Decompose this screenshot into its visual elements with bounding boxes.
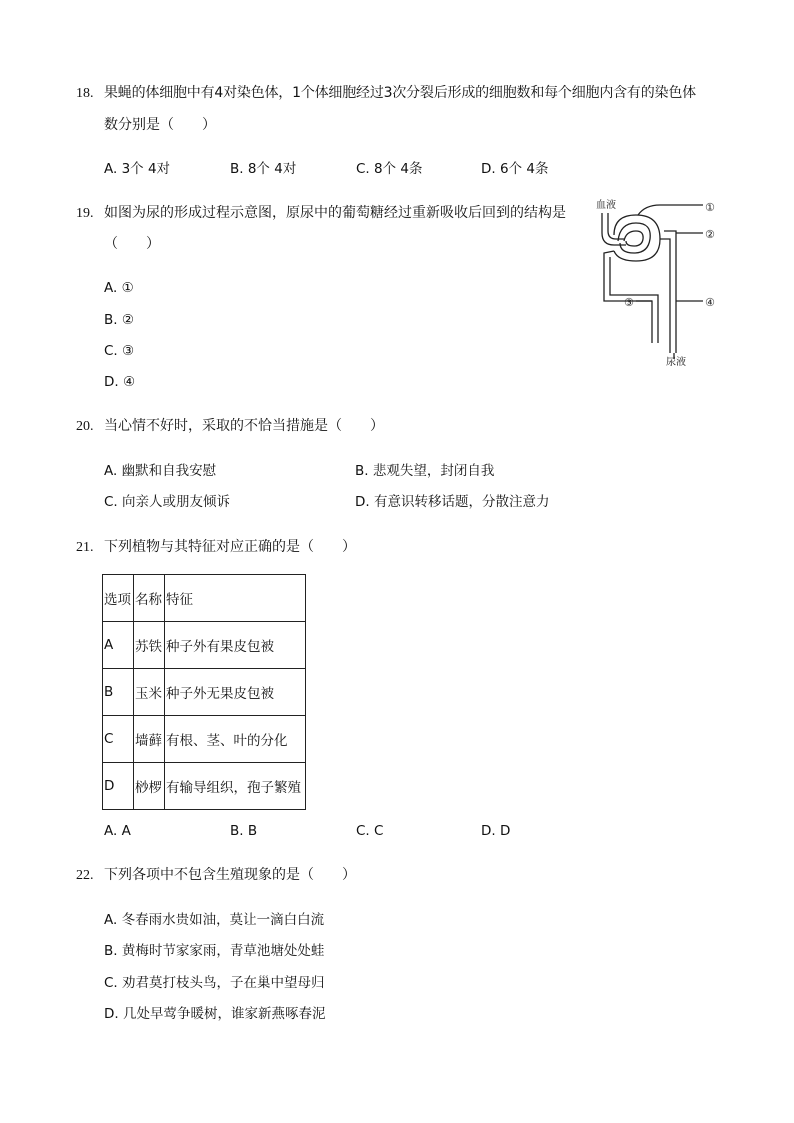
option-c[interactable]: C. 8个 4条 — [356, 161, 423, 177]
table-cell: A — [103, 622, 134, 669]
option-b[interactable]: B. B — [230, 823, 258, 839]
table-header-row — [103, 575, 306, 622]
table-row — [103, 716, 306, 763]
kidney-nephron-diagram — [590, 193, 720, 369]
question-number: 21. — [76, 540, 94, 555]
nephron-tubule-icon — [602, 205, 703, 359]
option-b[interactable]: B. 8个 4对 — [230, 161, 297, 177]
option-a[interactable]: A. 幽默和自我安慰 — [104, 463, 217, 479]
marker-4: ④ — [705, 296, 715, 309]
question-stem-line1: 如图为尿的形成过程示意图，原尿中的葡萄糖经过重新吸收后回到的结构是 — [104, 205, 566, 221]
table-cell: 桫椤 — [134, 763, 165, 810]
option-d[interactable]: D. 6个 4条 — [481, 161, 549, 177]
question-stem-line1: 当心情不好时，采取的不恰当措施是（ ） — [104, 418, 384, 434]
table-cell: 苏铁 — [134, 622, 165, 669]
urine-label: 尿液 — [666, 357, 686, 368]
question-stem-line1: 果蝇的体细胞中有4对染色体，1个体细胞经过3次分裂后形成的细胞数和每个细胞内含有的染色体 — [104, 85, 696, 101]
plant-features-table — [102, 574, 306, 810]
option-c[interactable]: C. 劝君莫打枝头鸟，子在巢中望母归 — [104, 975, 325, 991]
table-cell: 有根、茎、叶的分化 — [165, 716, 306, 763]
option-c[interactable]: C. C — [356, 823, 384, 839]
option-a[interactable]: A. 冬春雨水贵如油，莫让一滴白白流 — [104, 912, 325, 928]
table-cell: C — [103, 716, 134, 763]
question-number: 20. — [76, 419, 94, 434]
table-cell: B — [103, 669, 134, 716]
marker-2: ② — [705, 228, 715, 241]
marker-1: ① — [705, 201, 715, 214]
question-stem-line1: 下列各项中不包含生殖现象的是（ ） — [104, 867, 356, 883]
blood-label: 血液 — [596, 200, 616, 211]
table-row — [103, 669, 306, 716]
question-number: 18. — [76, 86, 94, 101]
table-header: 选项 — [103, 575, 134, 622]
option-d[interactable]: D. 几处早莺争暖树，谁家新燕啄春泥 — [104, 1006, 326, 1022]
marker-3: ③ — [624, 296, 634, 309]
question-stem-line2: （ ） — [104, 236, 160, 252]
option-d[interactable]: D. D — [481, 823, 511, 839]
question-stem-line1: 下列植物与其特征对应正确的是（ ） — [104, 539, 356, 555]
option-b[interactable]: B. ② — [104, 312, 134, 328]
question-number: 19. — [76, 206, 94, 221]
table-cell: 种子外有果皮包被 — [165, 622, 306, 669]
table-header: 特征 — [165, 575, 306, 622]
option-a[interactable]: A. ① — [104, 280, 134, 296]
table-row — [103, 763, 306, 810]
question-number: 22. — [76, 868, 94, 883]
option-a[interactable]: A. 3个 4对 — [104, 161, 171, 177]
table-row — [103, 622, 306, 669]
option-b[interactable]: B. 悲观失望，封闭自我 — [355, 463, 495, 479]
option-d[interactable]: D. ④ — [104, 374, 136, 390]
table-cell: 种子外无果皮包被 — [165, 669, 306, 716]
table-cell: 有输导组织，孢子繁殖 — [165, 763, 306, 810]
option-a[interactable]: A. A — [104, 823, 131, 839]
option-b[interactable]: B. 黄梅时节家家雨，青草池塘处处蛙 — [104, 943, 325, 959]
question-stem-line2: 数分别是（ ） — [104, 117, 216, 133]
table-cell: D — [103, 763, 134, 810]
table-header: 名称 — [134, 575, 165, 622]
table-cell: 墙藓 — [134, 716, 165, 763]
option-c[interactable]: C. ③ — [104, 343, 135, 359]
option-d[interactable]: D. 有意识转移话题，分散注意力 — [355, 494, 550, 510]
option-c[interactable]: C. 向亲人或朋友倾诉 — [104, 494, 231, 510]
table-cell: 玉米 — [134, 669, 165, 716]
